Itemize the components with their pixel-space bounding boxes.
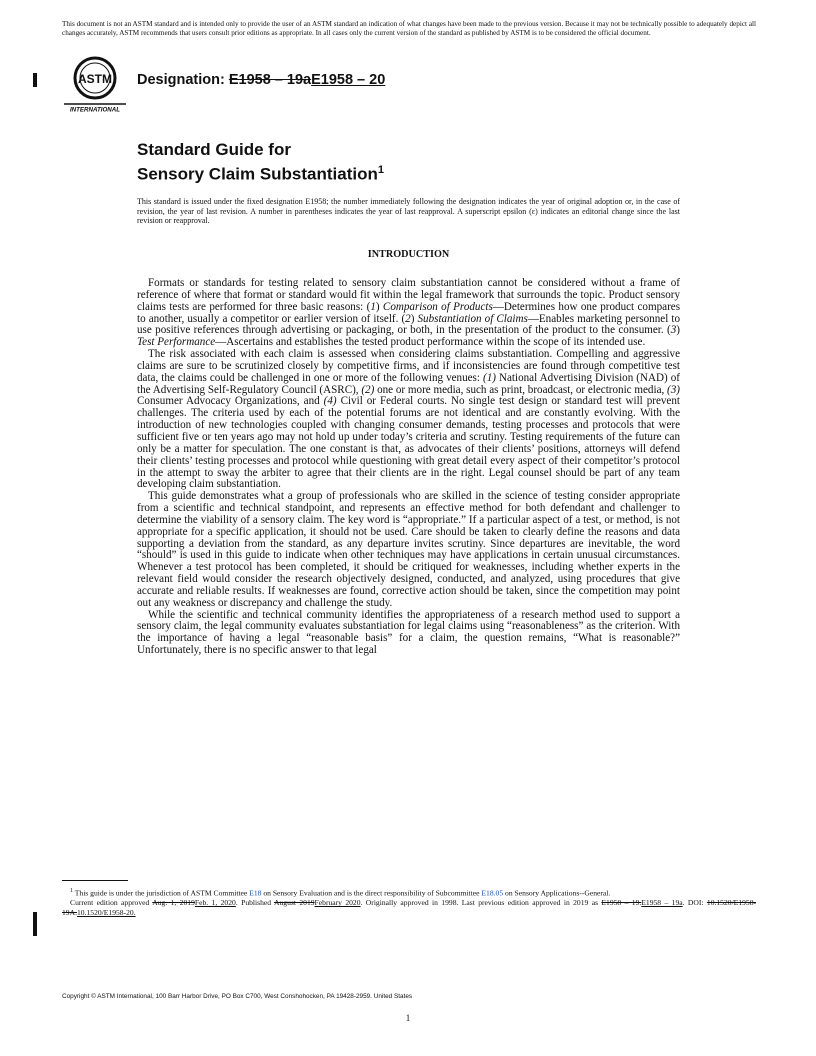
introduction-body — [137, 278, 680, 657]
footnote-rule — [62, 880, 128, 881]
designation — [137, 72, 385, 88]
paragraph-1: Formats or standards for testing related to sensory claim substantiation cannot be considered without a frame of reference of where that format or standard would fit within the legal framework that surrounds the topic. Product sensory claims tests are performed for three basic reasons: (1) Comparison of Products—Determines how one product compares to another, usually a competitor or earlier version of itself. (2) Substantiation of Claims—Enables marketing personnel to use positive references through advertising or packaging, or both, in the presentation of the product to the consumer. (3) Test Performance—Ascertains and establishes the tested product performance within the scope of its intended use. — [137, 277, 681, 349]
astm-logo-text: ASTM — [78, 72, 112, 86]
change-bar — [33, 912, 37, 936]
designation-old: E1958 – 19a — [228, 72, 312, 88]
introduction-heading: INTRODUCTION — [367, 249, 450, 260]
astm-logo — [62, 56, 128, 114]
issued-note: This standard is issued under the fixed designation E1958; the number immediately following the designation indicates the year of original adoption or, in the case of revision, the year of last revision. A number in parentheses indicates the year of last reapproval. A superscript epsilon (ε) indicates an editorial change since the last revision or reapproval. — [137, 197, 680, 226]
paragraph-2: The risk associated with each claim is assessed when considering claims substantiation. Compelling and aggressive claims are sure to be scrutinized closely by competitive firms, and if inconsistencies are found through competitive test data, the claims could be challenged in one or more of the following venues: (1) National Advertising Division (NAD) of the Advertising Self-Regulatory Council (ASRC), (2) one or more media, such as print, broadcast, or electronic media, (3) Consumer Advocacy Organizations, and (4) Civil or Federal courts. No single test design or standard test will prevent challenges. The criteria used by each of the potential forums are not identical and are constantly evolving. With the introduction of new technologies coupled with changing consumer demands, testing processes and protocols that were sufficient five or ten years ago may not hold up under today’s criteria and scrutiny. Testing requirements of the future can only be a matter for speculation. The one constant is that, as advocates of their clients’ positions, attorneys will defend their clients’ testing processes and protocol while questioning with great detail every aspect of their competitor’s protocol in the attempt to sway the arbiter to agree that their clients are in the right. Legal counsel should be part of any team developing claim substantiation. — [137, 348, 681, 491]
committee-link[interactable]: E18 — [249, 888, 262, 898]
change-notice: This document is not an ASTM standard and is intended only to provide the user of an ASTM standard an indication of what changes have been made to the previous version. Because it may not be technically possible to adequately depict all changes accurately, ASTM recommends that users consult prior editions as appropriate. In all cases only the current version of the standard as published by ASTM is to be considered the official document. — [62, 20, 756, 37]
title-line-2: Sensory Claim Substantiation$^1$ — [137, 164, 385, 184]
paragraph-3: This guide demonstrates what a group of professionals who are skilled in the science of testing consider appropriate from a scientific and technical standpoint, and represents an effective method for both defendant and challenger to determine the viability of a sensory claim. The key word is “appropriate.” If a particular aspect of a test, or method, is not appropriate for a specific application, it should not be used. Care should be taken to clearly define the reasons and data supporting a deviation from the standard, as any departure invites scrutiny. Since departures are inevitable, the word “should” is used in this guide to indicate when other techniques may have applications in certain unusual circumstances. Whenever a test protocol has been completed, it should be critiqued for weaknesses, including whether experts in the relevant field would consider the research objectively designed, conducted, and analyzed, using procedures that give accurate and reliable results. If weaknesses are found, corrective action should be taken, since the competition may point out any weakness or discrepancy and challenge the study. — [137, 490, 680, 609]
page-title — [137, 140, 384, 185]
designation-label: Designation: — [137, 72, 225, 88]
page-number: 1 — [405, 1013, 411, 1023]
footnote-1: $^1$ This guide is under the jurisdiction of ASTM Committee E18 on Sensory Evaluation and is the direct responsibility of Subcommittee E18.05 on Sensory Applications--General. — [70, 888, 611, 898]
copyright-line: Copyright © ASTM International, 100 Barr Harbor Drive, PO Box C700, West Conshohocken, PA 19428-2959. United States — [62, 993, 413, 1000]
title-footnote-ref: 1 — [377, 164, 385, 176]
footnote-2: Current edition approved Aug. 1, 2019Feb. 1, 2020. Published August 2019February 2020. Originally approved in 1998. Last previous edition approved in 2019 as E1958 – 19.E1958 – 19a. DOI: 10.1520/E1958-19A.10.1520/E1958-20. — [62, 898, 757, 918]
title-line-1: Standard Guide for — [137, 140, 291, 159]
designation-new: E1958 – 20 — [311, 72, 386, 88]
footnotes — [62, 887, 756, 918]
astm-logo-subtext: INTERNATIONAL — [69, 106, 121, 114]
paragraph-4: While the scientific and technical community identifies the appropriateness of a research method used to support a sensory claim, the legal community evaluates substantiation for legal claims using “reasonableness” as the criterion. With the importance of having a legal “reasonable basis” for a claim, the question remains, “What is reasonable?” Unfortunately, there is no specific answer to that legal — [137, 608, 680, 657]
change-bar — [33, 73, 37, 87]
subcommittee-link[interactable]: E18.05 — [481, 888, 504, 898]
